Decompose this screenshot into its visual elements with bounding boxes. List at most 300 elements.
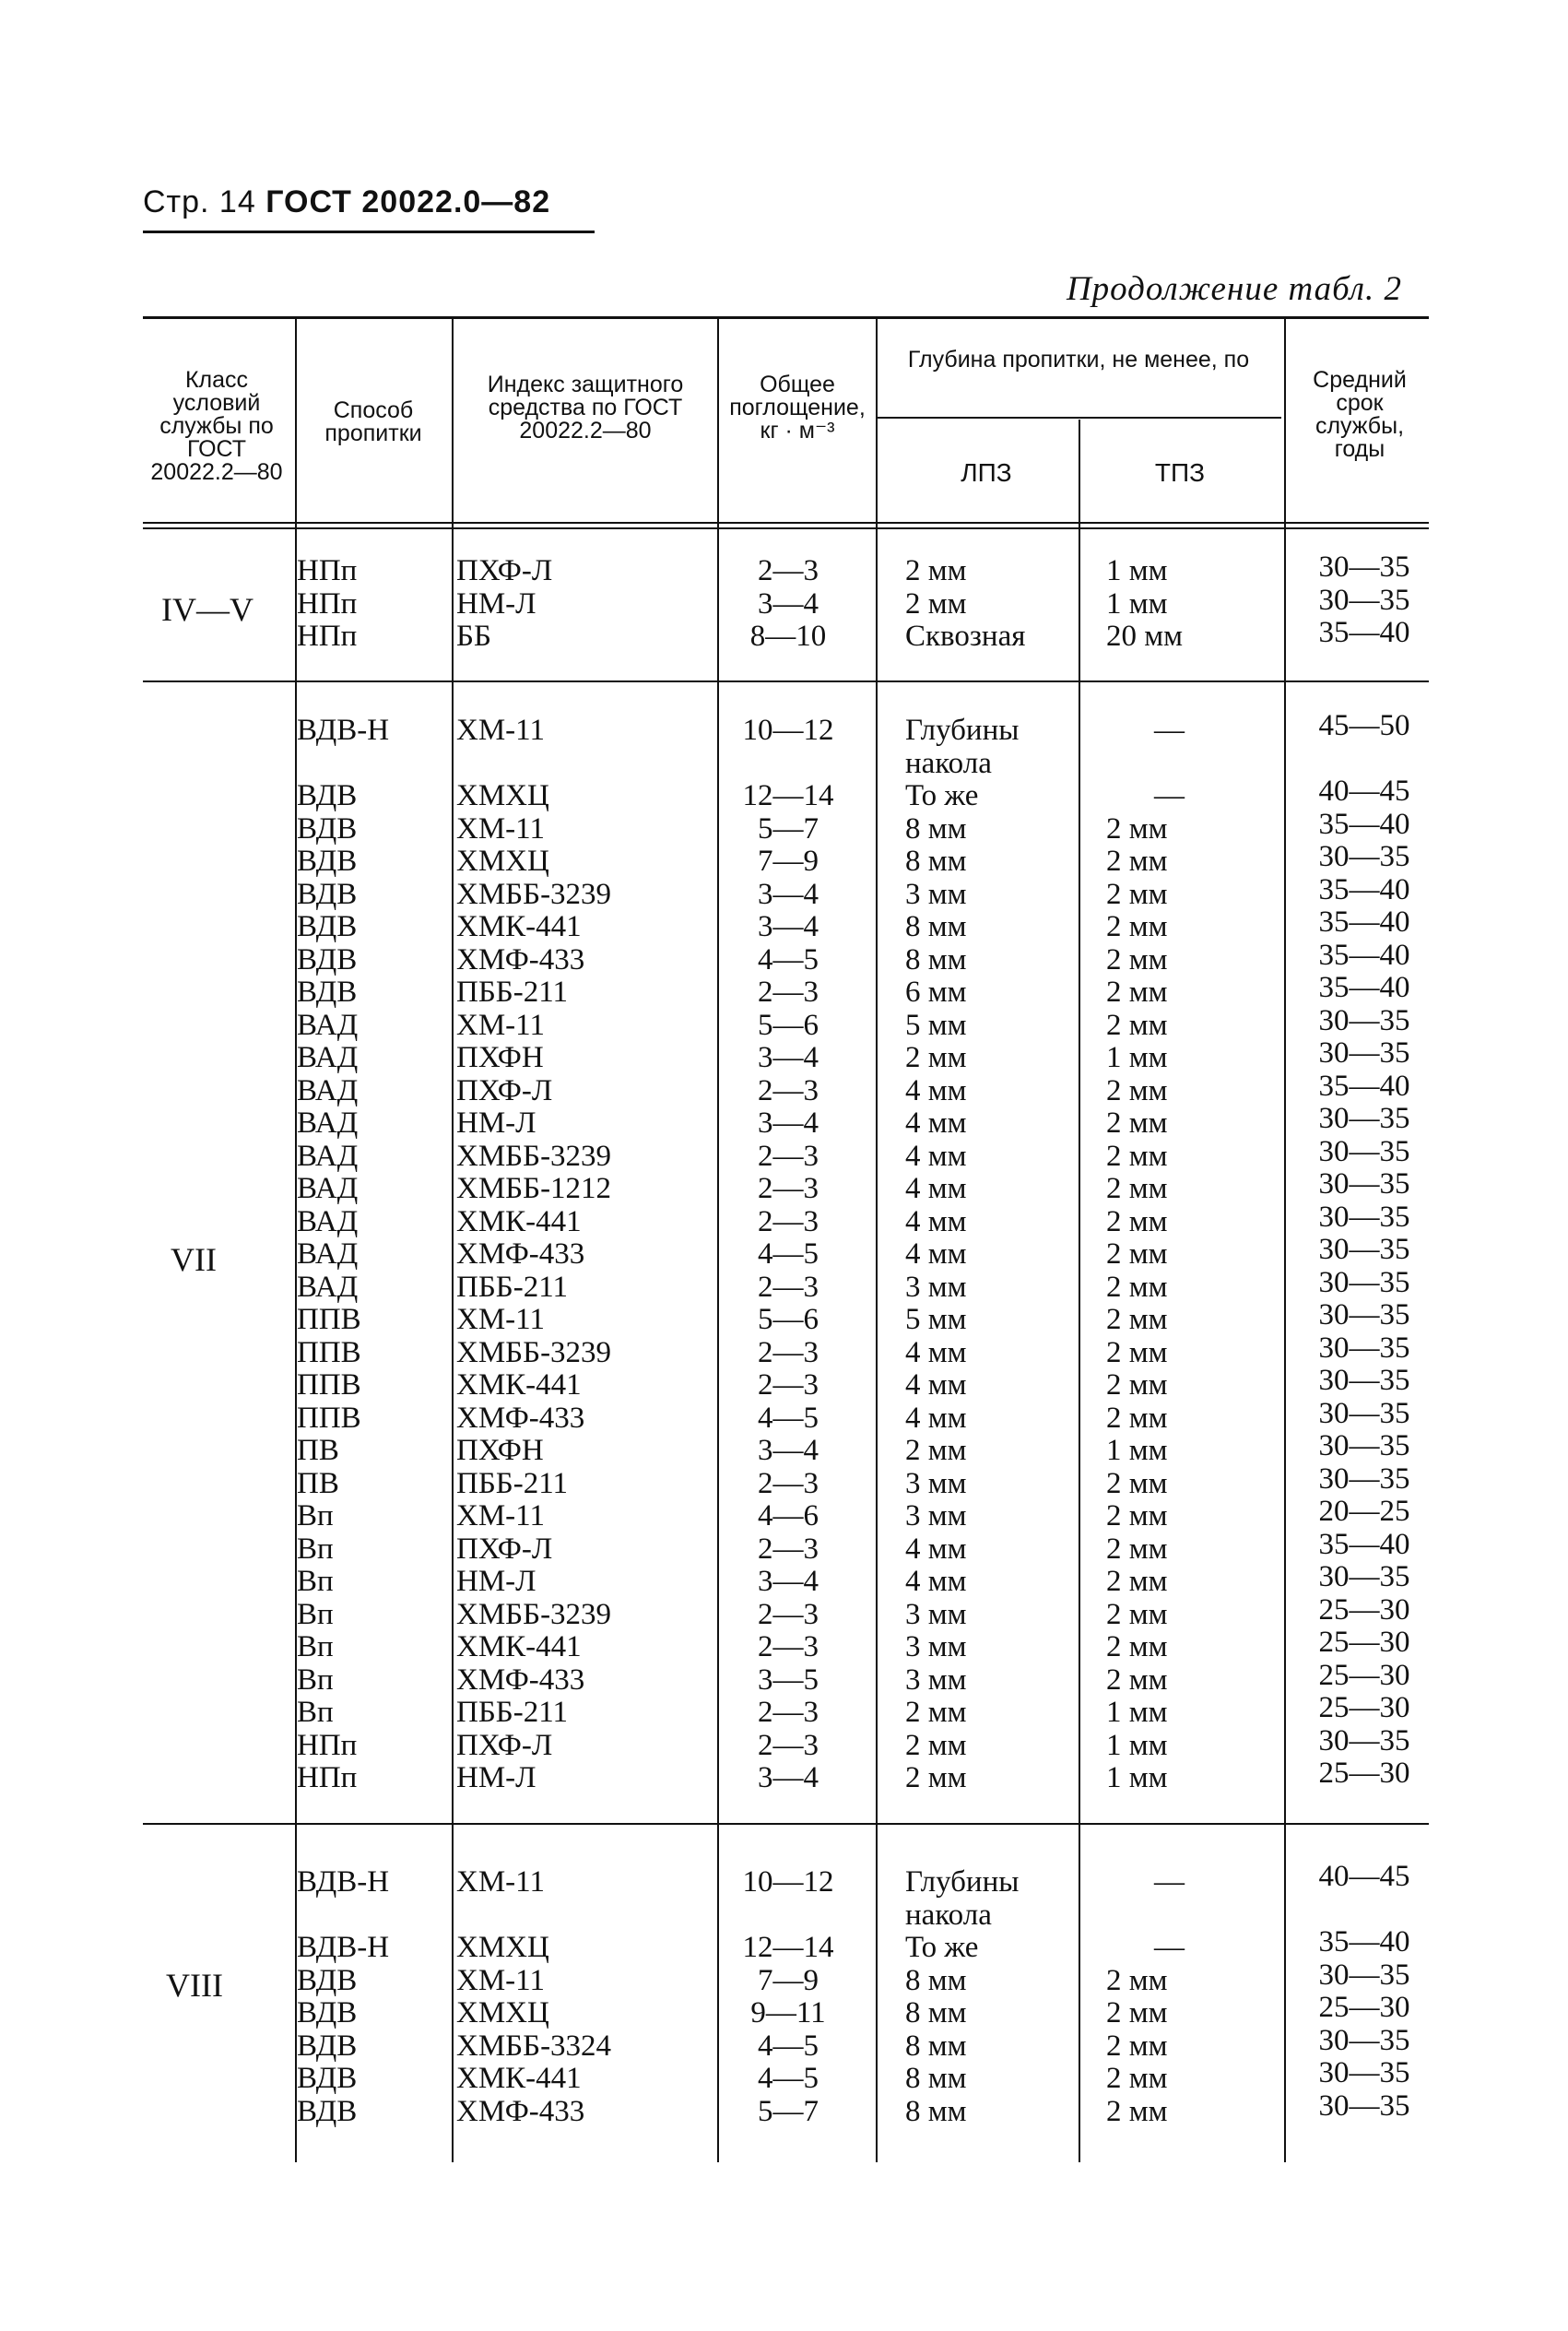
table-cell: 1 мм — [1106, 1041, 1168, 1074]
table-cell: 30—35 — [1318, 1233, 1410, 1266]
table-cell: ВАД — [297, 1073, 359, 1107]
table-cell: ВДВ — [297, 2062, 358, 2095]
table-cell: ВДВ — [297, 811, 358, 846]
table-cell: ВАД — [297, 1237, 359, 1271]
table-cell: 2—3 — [758, 1204, 819, 1238]
table-cell: ВДВ — [297, 1996, 358, 2029]
table-cell: ППВ — [297, 1303, 361, 1336]
table-cell: 2—3 — [758, 1630, 819, 1663]
table-cell: 2—3 — [758, 976, 819, 1009]
table-cell: 8 мм — [905, 910, 967, 943]
lpz-column — [905, 715, 1019, 1795]
table-cell: 35—40 — [1318, 807, 1410, 841]
table-cell: 2 мм — [1106, 1073, 1168, 1107]
header-bottom-rule-1 — [143, 522, 1429, 524]
method-column — [297, 555, 357, 654]
table-cell: накола — [905, 1898, 992, 1932]
table-cell: ВАД — [297, 1041, 359, 1074]
table-cell: ВДВ — [297, 2094, 358, 2128]
table-cell: 8 мм — [905, 942, 967, 976]
absorption-column — [728, 715, 848, 1795]
header-rule — [143, 231, 595, 233]
table-cell: 30—35 — [1318, 1958, 1410, 1992]
table-cell: 35—40 — [1318, 1925, 1410, 1958]
table-cell: 2 мм — [1106, 845, 1168, 878]
table-cell: ВАД — [297, 1139, 359, 1173]
table-cell: 6 мм — [905, 976, 967, 1009]
table-cell: ПВ — [297, 1466, 339, 1500]
table-cell — [1291, 1894, 1438, 1927]
table-cell: 5 мм — [905, 1008, 967, 1042]
table-cell: 9—11 — [750, 1996, 826, 2029]
table-cell: 2 мм — [1106, 1532, 1168, 1566]
table-cell: ХМББ-3239 — [456, 1335, 612, 1369]
table-cell: ХМ-11 — [456, 1008, 545, 1042]
group-separator-rule — [143, 1823, 1429, 1825]
table-cell: 2 мм — [1106, 1630, 1168, 1663]
table-cell: 2 мм — [905, 586, 967, 621]
table-cell: ХМФ-433 — [456, 942, 585, 976]
table-cell: ВДВ-Н — [297, 1865, 390, 1899]
table-cell: ВДВ — [297, 877, 358, 911]
table-cell: ППВ — [297, 1368, 361, 1402]
table-cell: 8 мм — [905, 1963, 967, 1997]
table-cell — [297, 748, 389, 781]
table-cell: Сквозная — [905, 620, 1026, 653]
table-cell: 30—35 — [1318, 2023, 1410, 2057]
table-cell: ППВ — [297, 1335, 361, 1369]
table-cell: 5 мм — [905, 1303, 967, 1336]
table-cell: 2 мм — [1106, 1270, 1168, 1304]
table-cell: 2 мм — [1106, 1597, 1168, 1631]
life-column — [1291, 710, 1438, 1791]
table-cell: 4 мм — [905, 1073, 967, 1107]
table-cell: 30—35 — [1318, 1723, 1410, 1757]
table-cell: 3 мм — [905, 877, 967, 911]
table-cell: ВДВ — [297, 779, 358, 812]
table-cell: ПББ-211 — [456, 1696, 568, 1729]
table-cell: 35—40 — [1318, 1069, 1410, 1103]
table-cell: ВАД — [297, 1106, 359, 1140]
table-cell — [728, 748, 848, 781]
table-cell: 10—12 — [742, 1865, 834, 1899]
table-cell: 4—5 — [758, 1401, 819, 1435]
table-cell: 30—35 — [1318, 1396, 1410, 1430]
table-cell: ХМ-11 — [456, 811, 545, 846]
table-cell: 35—40 — [1318, 938, 1410, 972]
table-cell: 2 мм — [1106, 1368, 1168, 1402]
table-cell: 3—4 — [758, 1106, 819, 1140]
header-absorption: Общее поглощение, кг · м⁻³ — [729, 372, 866, 444]
table-cell: ПХФ-Л — [456, 554, 553, 587]
table-cell: 2 мм — [1106, 976, 1168, 1009]
table-cell: 4 мм — [905, 1368, 967, 1402]
table-cell: 2 мм — [1106, 1335, 1168, 1369]
table-cell: 2—3 — [758, 1532, 819, 1566]
table-cell — [456, 748, 611, 781]
table-cell — [297, 1899, 389, 1933]
table-cell: 2 мм — [1106, 1662, 1168, 1697]
table-cell: 4—5 — [758, 942, 819, 976]
table-cell: 2 мм — [1106, 1106, 1168, 1140]
table-cell: ВДВ — [297, 942, 358, 976]
page-header — [143, 184, 550, 220]
table-cell: Вп — [297, 1696, 334, 1729]
table-cell: 2 мм — [1106, 1237, 1168, 1271]
table-cell: 3—4 — [758, 586, 819, 621]
table-cell: НПп — [297, 1761, 358, 1794]
table-cell: 2 мм — [1106, 910, 1168, 943]
table-cell: 30—35 — [1318, 1003, 1410, 1037]
table-cell — [1291, 743, 1438, 776]
table-cell: 2 мм — [1106, 1466, 1168, 1500]
table-cell: 35—40 — [1318, 616, 1410, 649]
table-cell: ПХФН — [456, 1041, 544, 1074]
table-cell: Глубины — [905, 1865, 1020, 1899]
table-cell: 3—4 — [758, 1434, 819, 1467]
table-cell: 2 мм — [1106, 811, 1168, 846]
table-cell: ХМХЦ — [456, 845, 549, 878]
table-cell: ХМ-11 — [456, 1499, 545, 1532]
table-cell: 8 мм — [905, 2094, 967, 2128]
table-cell: 30—35 — [1318, 1265, 1410, 1299]
table-cell — [1106, 748, 1185, 781]
group-separator-rule — [143, 680, 1429, 682]
table-cell: ХМК-441 — [456, 1368, 582, 1402]
table-cell: 2 мм — [1106, 1963, 1168, 1997]
table-cell: 4 мм — [905, 1139, 967, 1173]
table-cell: ВАД — [297, 1270, 359, 1304]
table-cell: 20—25 — [1318, 1495, 1410, 1528]
table-cell: 2 мм — [1106, 1401, 1168, 1435]
table-cell: 30—35 — [1318, 583, 1410, 617]
table-cell: 2 мм — [1106, 1204, 1168, 1238]
table-cell: 3 мм — [905, 1499, 967, 1532]
table-cell: 30—35 — [1318, 1167, 1410, 1201]
table-cell: НМ-Л — [456, 586, 536, 621]
table-cell: ПББ-211 — [456, 1466, 568, 1500]
table-cell: ПВ — [297, 1434, 339, 1467]
table-cell: 30—35 — [1318, 1298, 1410, 1331]
index-column — [456, 1866, 611, 2128]
column-divider — [717, 318, 719, 2162]
table-cell: 7—9 — [758, 845, 819, 878]
absorption-column — [728, 1866, 848, 2128]
table-cell: НПп — [297, 554, 358, 587]
table-cell: ХМББ-3239 — [456, 877, 612, 911]
table-cell: 30—35 — [1318, 1560, 1410, 1593]
table-cell: 3—4 — [758, 877, 819, 911]
table-cell: ХМ-11 — [456, 1865, 545, 1899]
column-divider — [452, 318, 454, 2162]
table-cell: 4—5 — [758, 2029, 819, 2063]
table-cell: — — [1154, 779, 1185, 812]
table-cell: 2 мм — [1106, 877, 1168, 911]
table-cell: 25—30 — [1318, 1658, 1410, 1692]
table-cell: 2—3 — [758, 1139, 819, 1173]
table-cell: ХМББ-3324 — [456, 2029, 612, 2063]
table-cell: 4 мм — [905, 1106, 967, 1140]
column-divider — [876, 318, 878, 2162]
table-cell: 8 мм — [905, 2062, 967, 2095]
table-cell: 2 мм — [905, 1728, 967, 1762]
table-cell: Вп — [297, 1597, 334, 1631]
table-cell: ВДВ — [297, 976, 358, 1009]
table-cell: 4 мм — [905, 1565, 967, 1598]
table-cell: 30—35 — [1318, 1102, 1410, 1135]
table-cell: 4 мм — [905, 1335, 967, 1369]
table-cell: То же — [905, 779, 979, 812]
table-cell: 25—30 — [1318, 1757, 1410, 1790]
table-cell: ХМББ-1212 — [456, 1172, 612, 1205]
table-cell: 8 мм — [905, 1996, 967, 2029]
table-cell: 25—30 — [1318, 1592, 1410, 1627]
class-label: VII — [171, 1241, 217, 1278]
table-cell: ББ — [456, 620, 491, 653]
table-cell — [728, 1899, 848, 1933]
standard-title: ГОСТ 20022.0—82 — [265, 184, 551, 219]
table-cell: ХМК-441 — [456, 910, 582, 943]
header-depth: Глубина пропитки, не менее, по — [907, 347, 1250, 373]
lpz-column — [905, 555, 1025, 654]
table-cell: накола — [905, 746, 992, 780]
table-cell: ПХФН — [456, 1434, 544, 1467]
table-cell: — — [1154, 1931, 1185, 1964]
header-tpz: ТПЗ — [1154, 458, 1206, 487]
header-life: Средний срок службы, годы — [1313, 367, 1407, 462]
column-divider — [1079, 420, 1080, 2162]
table-cell: 3—4 — [758, 1565, 819, 1598]
table-cell: 1 мм — [1106, 1728, 1168, 1762]
table-cell: 20 мм — [1106, 620, 1184, 653]
table-cell: НПп — [297, 586, 358, 621]
table-cell: ВДВ — [297, 845, 358, 878]
table-cell: 4 мм — [905, 1532, 967, 1566]
table-cell: НПп — [297, 620, 358, 653]
table-cell: 3—4 — [758, 1761, 819, 1794]
table-cell: 40—45 — [1318, 1860, 1410, 1893]
absorption-column — [728, 555, 848, 654]
table-cell: ХМХЦ — [456, 1931, 549, 1964]
table-cell: 8 мм — [905, 811, 967, 846]
table-cell: 3—5 — [758, 1662, 819, 1697]
table-cell: 3 мм — [905, 1597, 967, 1631]
table-cell — [456, 1899, 611, 1933]
table-cell: 45—50 — [1318, 709, 1410, 742]
table-cell: ВДВ — [297, 1963, 358, 1997]
table-cell: ВДВ — [297, 910, 358, 943]
header-index: Индекс защитного средства по ГОСТ 20022.2—80 — [487, 372, 684, 444]
table-cell: 2—3 — [758, 1696, 819, 1729]
table-cell: 8 мм — [905, 845, 967, 878]
table-cell: 2 мм — [1106, 1303, 1168, 1336]
table-cell: ХМФ-433 — [456, 2094, 585, 2128]
table-cell: 1 мм — [1106, 554, 1168, 587]
table-cell: 5—6 — [758, 1303, 819, 1336]
header-bottom-rule-2 — [143, 527, 1429, 529]
table-cell: 5—7 — [758, 811, 819, 846]
table-cell: 2 мм — [1106, 1139, 1168, 1173]
table-cell: 25—30 — [1318, 1991, 1410, 2024]
table-cell: 2 мм — [905, 1434, 967, 1467]
table-cell: 30—35 — [1318, 1036, 1410, 1070]
table-cell: Вп — [297, 1532, 334, 1566]
table-cell: ПХФ-Л — [456, 1532, 553, 1566]
table-cell: ХМ-11 — [456, 1963, 545, 1997]
table-cell: ПХФ-Л — [456, 1728, 553, 1762]
table-cell: 2—3 — [758, 1172, 819, 1205]
table-cell: Глубины — [905, 714, 1020, 747]
table-cell: НМ-Л — [456, 1565, 536, 1598]
table-cell: НМ-Л — [456, 1761, 536, 1794]
class-label: VIII — [166, 1967, 223, 2004]
table-cell: ВАД — [297, 1008, 359, 1042]
table-cell: 2 мм — [905, 554, 967, 587]
table-cell: ППВ — [297, 1401, 361, 1435]
table-cell: Вп — [297, 1630, 334, 1663]
table-cell: ВАД — [297, 1172, 359, 1205]
table-cell: 2—3 — [758, 554, 819, 587]
table-cell: ХМК-441 — [456, 2062, 582, 2095]
table-cell: 1 мм — [1106, 586, 1168, 621]
table-cell: 8 мм — [905, 2029, 967, 2063]
table-cell: 4—5 — [758, 2062, 819, 2095]
table-cell: 30—35 — [1318, 550, 1410, 584]
table-cell: ВДВ-Н — [297, 1931, 390, 1964]
table-cell: 12—14 — [742, 1931, 834, 1964]
table-cell: ХМ-11 — [456, 1303, 545, 1336]
table-cell: 2 мм — [905, 1761, 967, 1794]
table-cell: 4 мм — [905, 1172, 967, 1205]
index-column — [456, 715, 611, 1795]
table-cell: 3 мм — [905, 1466, 967, 1500]
table-cell: 30—35 — [1318, 1200, 1410, 1234]
table-cell: Вп — [297, 1662, 334, 1697]
table-cell: ХМ-11 — [456, 714, 545, 747]
table-cell: 5—6 — [758, 1008, 819, 1042]
table-cell — [1106, 1899, 1185, 1933]
table-cell: ХМФ-433 — [456, 1662, 585, 1697]
tpz-column — [1106, 1866, 1185, 2128]
table-cell: 4 мм — [905, 1237, 967, 1271]
table-cell: ВДВ-Н — [297, 714, 390, 747]
table-cell: НМ-Л — [456, 1106, 536, 1140]
header-lpz: ЛПЗ — [961, 458, 1012, 487]
table-cell: 2—3 — [758, 1466, 819, 1500]
table-cell: 2 мм — [1106, 2094, 1168, 2128]
table-cell: 30—35 — [1318, 1364, 1410, 1397]
table-cell: 1 мм — [1106, 1696, 1168, 1729]
table-cell: 35—40 — [1318, 905, 1410, 939]
table-cell: ВДВ — [297, 2029, 358, 2063]
table-cell: 3 мм — [905, 1662, 967, 1697]
table-cell: ПББ-211 — [456, 976, 568, 1009]
table-top-rule — [143, 316, 1429, 319]
life-column — [1291, 1861, 1438, 2123]
table-cell: — — [1154, 1865, 1185, 1899]
table-cell: Вп — [297, 1565, 334, 1598]
table-cell: 2 мм — [1106, 2029, 1168, 2063]
table-cell: 4—6 — [758, 1499, 819, 1532]
table-cell: 25—30 — [1318, 1626, 1410, 1659]
table-cell: 3 мм — [905, 1270, 967, 1304]
table-cell: ХМББ-3239 — [456, 1597, 612, 1631]
table-cell: 2 мм — [1106, 1008, 1168, 1042]
table-cell: 2 мм — [1106, 1565, 1168, 1598]
table-cell: 7—9 — [758, 1963, 819, 1997]
table-cell: 25—30 — [1318, 1691, 1410, 1724]
table-cell: 8—10 — [749, 620, 827, 653]
page-number: Стр. 14 — [143, 184, 256, 219]
table-cell: ВАД — [297, 1204, 359, 1238]
table-cell: 2—3 — [758, 1728, 819, 1762]
table-cell: 2—3 — [758, 1597, 819, 1631]
table-cell: 40—45 — [1318, 775, 1410, 808]
header-method: Способ пропитки — [324, 397, 422, 446]
table-cell: 2—3 — [758, 1368, 819, 1402]
table-cell: ХМББ-3239 — [456, 1139, 612, 1173]
table-cell: 3—4 — [758, 1041, 819, 1074]
table-cell: 2 мм — [905, 1041, 967, 1074]
table-cell: 2 мм — [1106, 1996, 1168, 2029]
table-cell: 4—5 — [758, 1237, 819, 1271]
table-cell: 1 мм — [1106, 1761, 1168, 1794]
table-cell: 30—35 — [1318, 2088, 1410, 2123]
table-continuation-label: Продолжение табл. 2 — [1066, 270, 1402, 308]
table-cell: ХМХЦ — [456, 1996, 549, 2029]
column-divider — [1284, 318, 1286, 2162]
index-column — [456, 555, 552, 654]
table-cell: 10—12 — [742, 714, 834, 747]
table-cell: ХМФ-433 — [456, 1237, 585, 1271]
table-cell: 2 мм — [1106, 1172, 1168, 1205]
table-cell: 2 мм — [1106, 2062, 1168, 2095]
tpz-column — [1106, 555, 1183, 654]
table-cell: 4 мм — [905, 1204, 967, 1238]
method-column — [297, 715, 389, 1795]
table-cell: 1 мм — [1106, 1434, 1168, 1467]
table-cell: 30—35 — [1318, 840, 1410, 873]
depth-subheader-rule — [876, 417, 1281, 419]
table-cell: 35—40 — [1318, 971, 1410, 1004]
table-cell: То же — [905, 1931, 979, 1964]
table-cell: 2—3 — [758, 1270, 819, 1304]
table-cell: Вп — [297, 1499, 334, 1532]
table-cell: 30—35 — [1318, 1429, 1410, 1462]
table-cell: 2 мм — [1106, 942, 1168, 976]
table-cell: 12—14 — [742, 779, 834, 812]
lpz-column — [905, 1866, 1019, 2128]
tpz-column — [1106, 715, 1185, 1795]
class-label: IV—V — [161, 591, 253, 628]
table-cell: ХМФ-433 — [456, 1401, 585, 1435]
header-class: Класс условий службы по ГОСТ 20022.2—80 — [150, 367, 283, 485]
table-cell: ХМХЦ — [456, 779, 549, 812]
table-cell: 2 мм — [905, 1696, 967, 1729]
table-cell: 35—40 — [1318, 872, 1410, 906]
life-column — [1291, 551, 1438, 650]
table-cell: НПп — [297, 1728, 358, 1762]
table-cell: 35—40 — [1318, 1527, 1410, 1561]
table-cell: 30—35 — [1318, 2056, 1410, 2089]
method-column — [297, 1866, 389, 2128]
table-cell: 3 мм — [905, 1630, 967, 1663]
table-cell: 5—7 — [758, 2094, 819, 2128]
table-cell: 30—35 — [1318, 1134, 1410, 1168]
table-cell: 30—35 — [1318, 1461, 1410, 1496]
table-cell: 4 мм — [905, 1401, 967, 1435]
table-cell: ПХФ-Л — [456, 1073, 553, 1107]
